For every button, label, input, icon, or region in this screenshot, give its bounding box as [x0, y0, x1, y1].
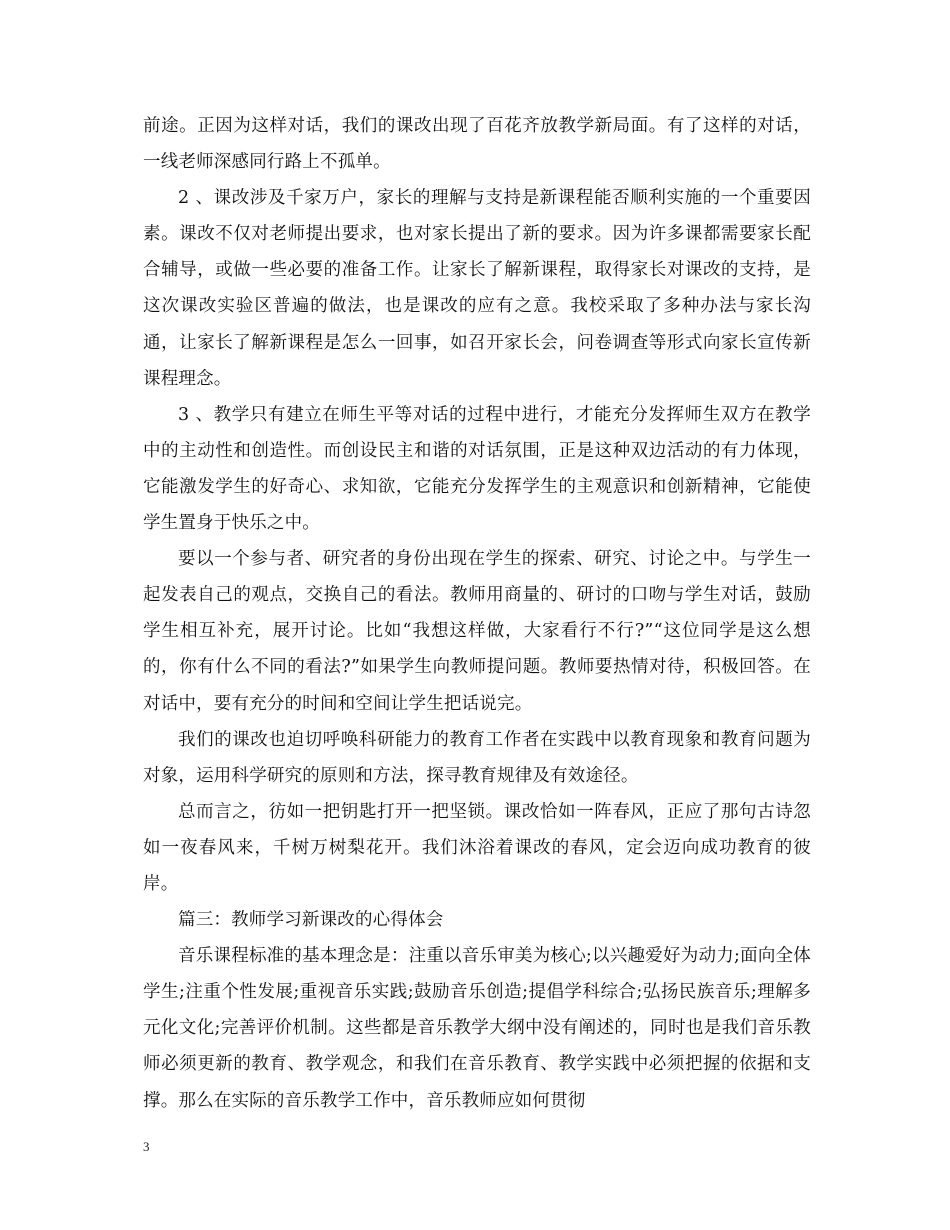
paragraph-2: 2 、课改涉及千家万户，家长的理解与支持是新课程能否顺利实施的一个重要因素。课改不仅对老师提出要求，也对家长提出了新的要求。因为许多课都需要家长配合辅导，或做一些必要的准备工作。让家长了解新课程，取得家长对课改的支持，是这次课改实验区普遍的做法，也是课改的应有之意。我校采取了多种办法与家长沟通，让家长了解新课程是怎么一回事，如召开家长会，问卷调查等形式向家长宣传新课程理念。 — [143, 188, 811, 389]
paragraph-6: 总而言之，彷如一把钥匙打开一把坚锁。课改恰如一阵春风，正应了那句古诗忽如一夜春风来，千树万树梨花开。我们沐浴着课改的春风，定会迈向成功教育的彼岸。 — [143, 801, 811, 894]
paragraph-5: 我们的课改也迫切呼唤科研能力的教育工作者在实践中以教育现象和教育问题为对象，运用科学研究的原则和方法，探寻教育规律及有效途径。 — [143, 729, 811, 786]
section-heading: 篇三：教师学习新课改的心得体会 — [178, 910, 444, 931]
paragraph-1: 前途。正因为这样对话，我们的课改出现了百花齐放教学新局面。有了这样的对话，一线老师深感同行路上不孤单。 — [143, 116, 811, 173]
paragraph-4: 要以一个参与者、研究者的身份出现在学生的探索、研究、讨论之中。与学生一起发表自己的观点，交换自己的看法。教师用商量的、研讨的口吻与学生对话，鼓励学生相互补充，展开讨论。比如“我想这样做，大家看行不行?”“这位同学是这么想的，你有什么不同的看法?”如果学生向教师提问题。教师要热情对待，积极回答。在对话中，要有充分的时间和空间让学生把话说完。 — [143, 549, 811, 714]
document-body — [143, 108, 811, 1119]
page-number: 3 — [143, 1139, 150, 1154]
paragraph-3: 3 、教学只有建立在师生平等对话的过程中进行，才能充分发挥师生双方在教学中的主动性和创造性。而创设民主和谐的对话氛围，正是这种双边活动的有力体现，它能激发学生的好奇心、求知欲，它能充分发挥学生的主观意识和创新精神，它能使学生置身于快乐之中。 — [143, 404, 811, 534]
paragraph-7: 音乐课程标准的基本理念是：注重以音乐审美为核心;以兴趣爱好为动力;面向全体学生;注重个性发展;重视音乐实践;鼓励音乐创造;提倡学科综合;弘扬民族音乐;理解多元化文化;完善评价机制。这些都是音乐教学大纲中没有阐述的，同时也是我们音乐教师必须更新的教育、教学观念，和我们在音乐教育、教学实践中必须把握的依据和支撑。那么在实际的音乐教学工作中，音乐教师应如何贯彻 — [143, 946, 811, 1111]
